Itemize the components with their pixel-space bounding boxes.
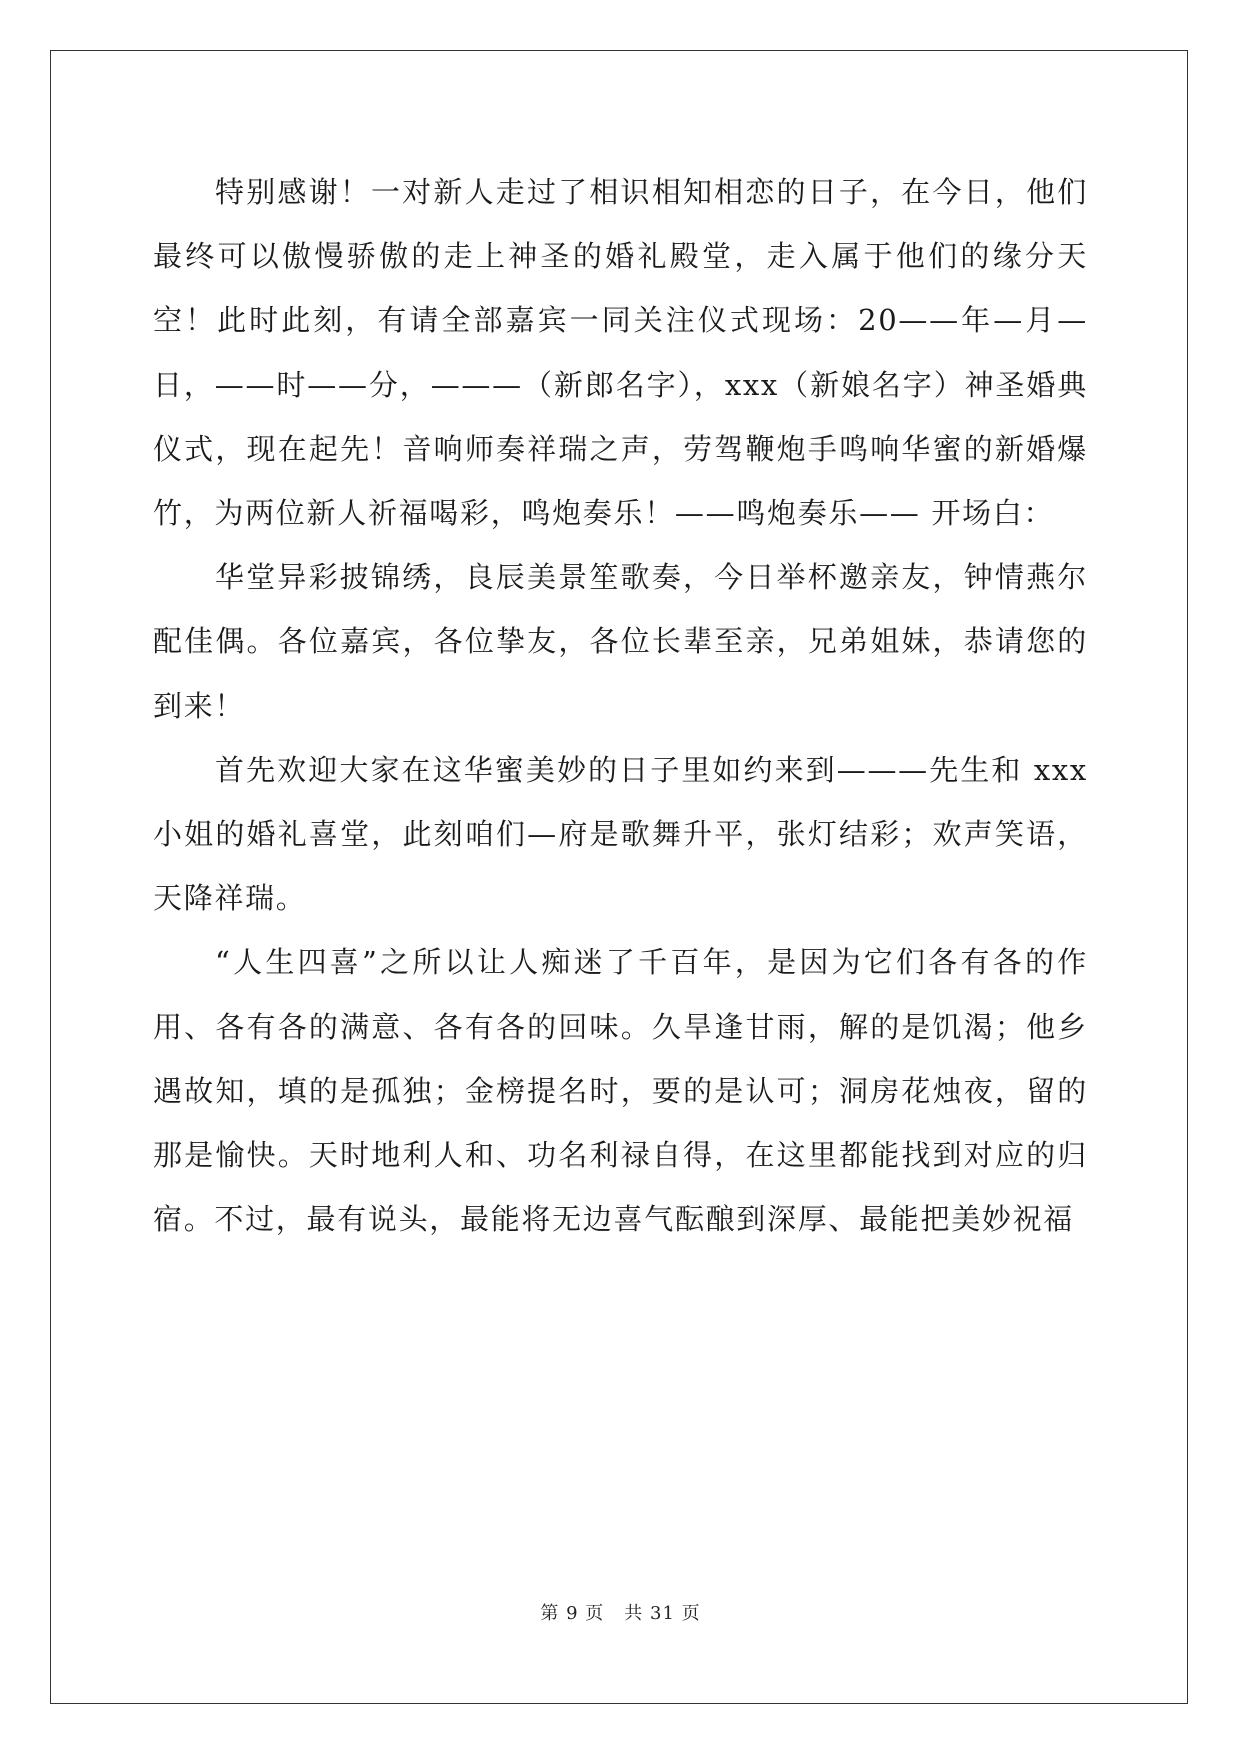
paragraph-4: “人生四喜”之所以让人痴迷了千百年，是因为它们各有各的作用、各有各的满意、各有各的回味。久旱逢甘雨，解的是饥渴；他乡遇故知，填的是孤独；金榜提名时，要的是认可；洞房花烛夜，留的那是愉快。天时地利人和、功名利禄自得，在这里都能找到对应的归宿。不过，最有说头，最能将无边喜气酝酿到深厚、最能把美妙祝福 <box>153 945 1088 1237</box>
page-total: 共 31 页 <box>624 1603 701 1624</box>
document-body <box>153 160 1088 1251</box>
page-footer <box>0 1599 1241 1625</box>
page-number: 第 9 页 <box>540 1603 605 1624</box>
paragraph-2: 华堂异彩披锦绣，良辰美景笙歌奏，今日举杯邀亲友，钟情燕尔配佳偶。各位嘉宾，各位挚友，各位长辈至亲，兄弟姐妹，恭请您的到来！ <box>153 560 1088 723</box>
paragraph-1: 特别感谢！一对新人走过了相识相知相恋的日子，在今日，他们最终可以傲慢骄傲的走上神圣的婚礼殿堂，走入属于他们的缘分天空！此时此刻，有请全部嘉宾一同关注仪式现场：20——年—月—日，——时——分，———（新郎名字），xxx（新娘名字）神圣婚典仪式，现在起先！音响师奏祥瑞之声，劳驾鞭炮手鸣响华蜜的新婚爆竹，为两位新人祈福喝彩，鸣炮奏乐！——鸣炮奏乐—— 开场白： <box>153 175 1088 531</box>
paragraph-3: 首先欢迎大家在这华蜜美妙的日子里如约来到———先生和 xxx 小姐的婚礼喜堂，此刻咱们—府是歌舞升平，张灯结彩；欢声笑语，天降祥瑞。 <box>153 752 1088 916</box>
